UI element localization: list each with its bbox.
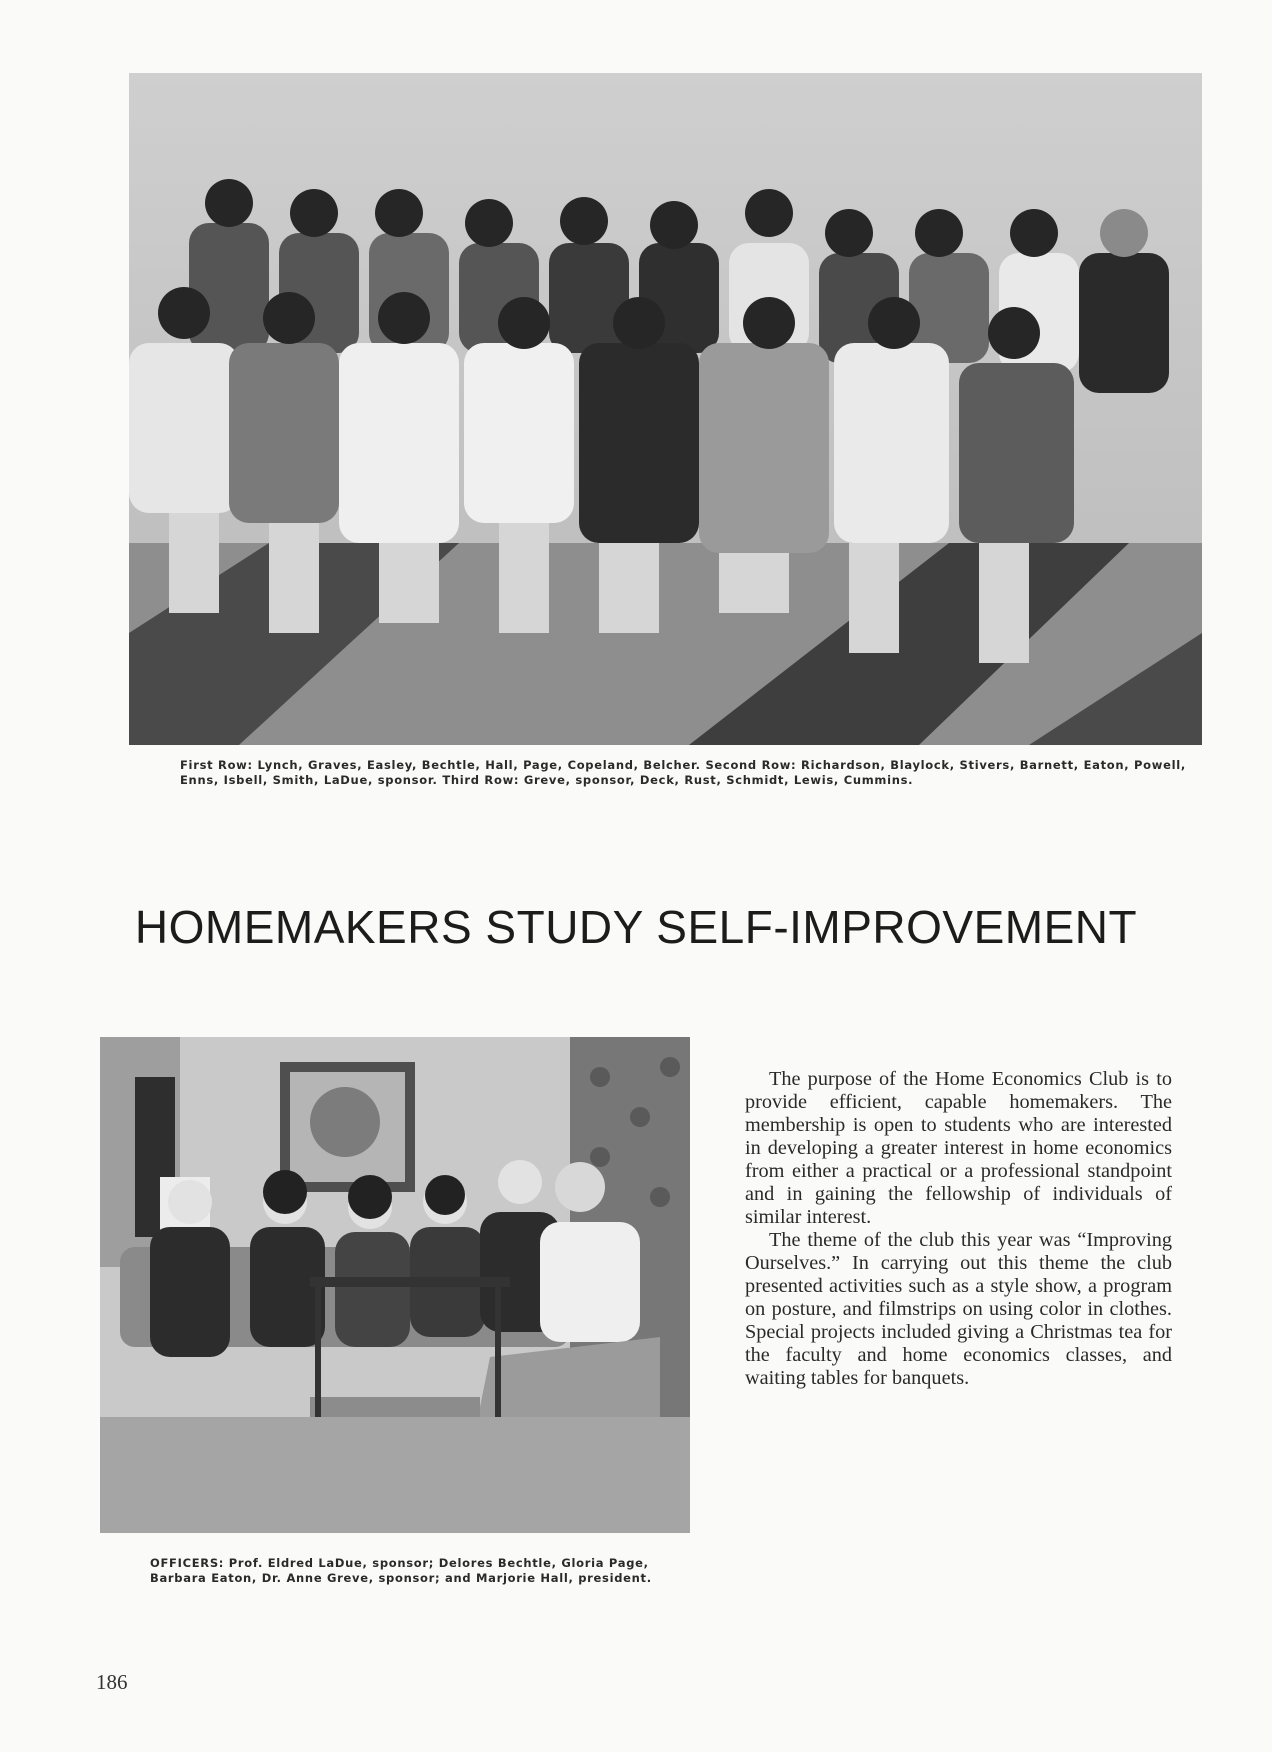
officers-photo-caption: OFFICERS: Prof. Eldred LaDue, sponsor; Delores Bechtle, Gloria Page, Barbara Eaton, Dr. Anne Greve, sponsor; and Marjorie Hall, president. xyxy=(150,1556,652,1585)
group-photo xyxy=(129,73,1202,745)
group-photo-caption: First Row: Lynch, Graves, Easley, Bechtle, Hall, Page, Copeland, Belcher. Second Row: Richardson, Blaylock, Stivers, Barnett, Eaton, Powell, Enns, Isbell, Smith, LaDue, sponsor. Third Row: Greve, sponsor, Deck, Rust, Schmidt, Lewis, Cummins. xyxy=(180,758,1186,787)
group-photo-image xyxy=(129,73,1202,745)
officers-photo-image xyxy=(100,1037,690,1533)
page-headline: HOMEMAKERS STUDY SELF-IMPROVEMENT xyxy=(134,901,1138,953)
article-paragraph: The theme of the club this year was “Improving Ourselves.” In carrying out this theme the club presented activities such as a style show, a program on posture, and filmstrips on using color in clothes. Special projects included giving a Christmas tea for the faculty and home economics classes, and waiting tables for banquets. xyxy=(745,1229,1172,1389)
officers-photo xyxy=(100,1037,690,1533)
article-paragraph: The purpose of the Home Economics Club is to provide efficient, capable homemakers. The membership is open to students who are interested in developing a greater interest in home economics from either a practical or a professional standpoint and in gaining the fellowship of individuals of similar interest. xyxy=(745,1068,1172,1228)
page-number: 186 xyxy=(96,1670,128,1694)
article-body xyxy=(745,1068,1172,1390)
